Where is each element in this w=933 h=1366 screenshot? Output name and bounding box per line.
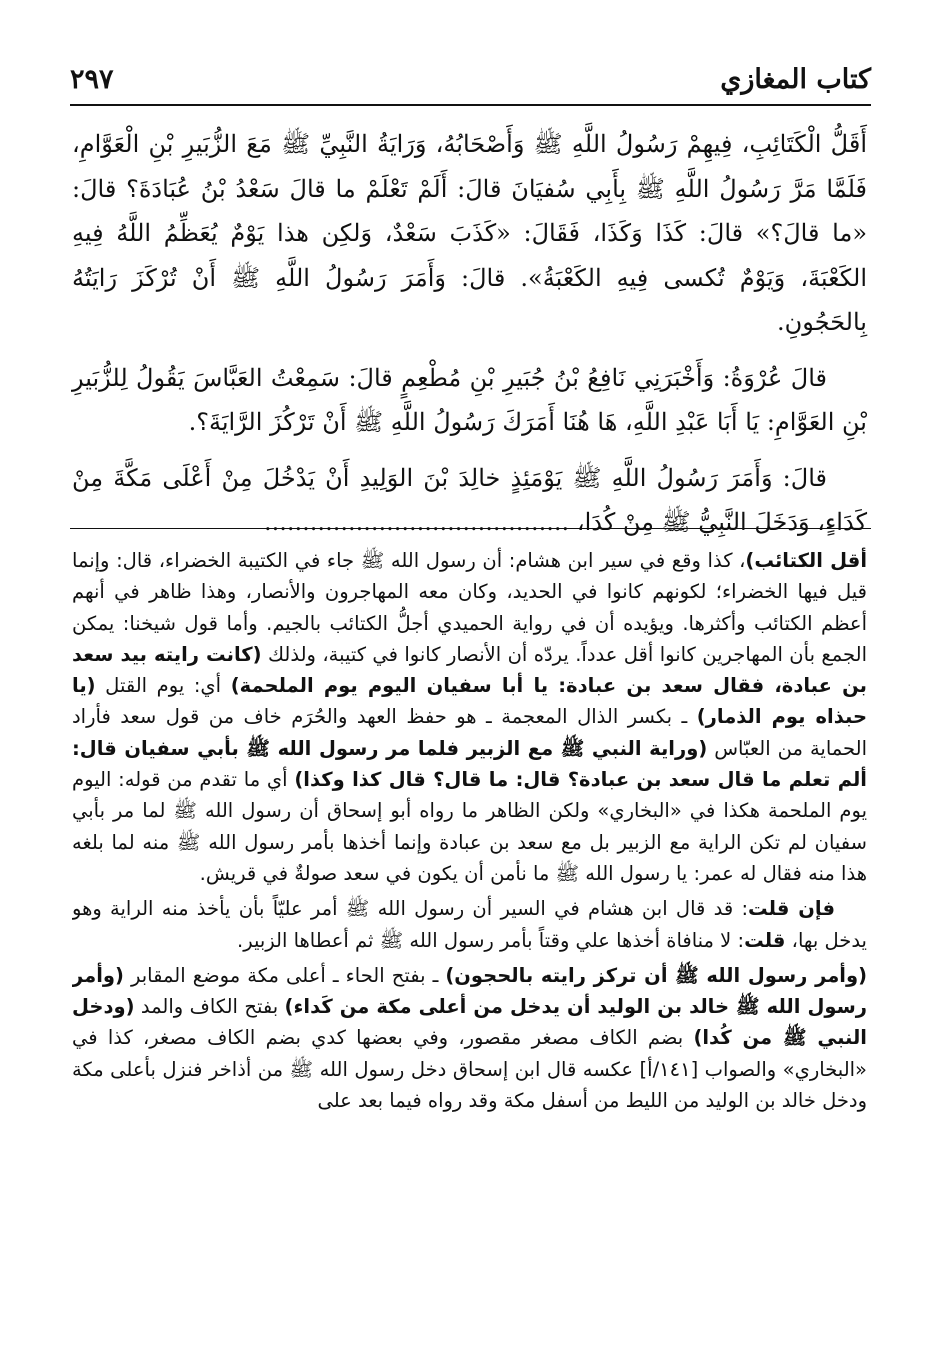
commentary-lemma: (وراية النبي ﷺ مع الزبير فلما مر رسول الله ﷺ بأبي سفيان قال: ألم تعلم ما قال سعد بن عبادة؟ قال: ما قال؟ قال كذا وكذا) <box>72 736 867 792</box>
commentary-text: بضم الكاف مصغر مقصور، وفي بعضها كدي بضم الكاف مصغر، كذا في «البخاري» والصواب [١٤١/أ] عكسه قال ابن إسحاق دخل رسول الله ﷺ من أذاخر فنزل بأعلى مكة ودخل خالد بن الوليد من الليط من أسفل مكة وقد رواه فيما بعد على <box>72 1026 867 1113</box>
commentary-lemma: (كانت رايته بيد سعد بن عبادة، فقال سعد بن عبادة: يا أبا سفيان اليوم يوم الملحمة) <box>72 642 867 698</box>
page-header <box>70 60 871 100</box>
main-paragraph-1: أَقَلُّ الْكَتَائِبِ، فِيهِمْ رَسُولُ اللَّهِ ﷺ وَأَصْحَابُهُ، وَرَايَةُ النَّبِيِّ ﷺ مَعَ الزُّبَيرِ بْنِ الْعَوَّامِ، فَلَمَّا مَرَّ رَسُولُ اللَّهِ ﷺ بِأَبِي سُفيَانَ قالَ: أَلَمْ تَعْلَمْ ما قالَ سَعْدُ بْنُ عُبَادَةَ؟ قالَ: «ما قالَ؟» قالَ: كَذَا وَكَذَا، فَقَالَ: «كَذَبَ سَعْدٌ، وَلكِن هذا يَوْمٌ يُعَظِّمُ اللَّهُ فِيهِ الكَعْبَةَ، وَيَوْمٌ تُكسى فِيهِ الكَعْبَةُ». قالَ: وَأَمَرَ رَسُولُ اللَّهِ ﷺ أَنْ تُرْكَزَ رَايَتُهُ بِالحَجُونِ. <box>72 130 867 336</box>
commentary-lemma: فإن قلت <box>748 897 835 921</box>
commentary-lemma: (ودخل النبي ﷺ من كُدا) <box>72 995 867 1050</box>
commentary-divider <box>70 528 871 529</box>
commentary-text: أي ما تقدم من قوله: اليوم يوم الملحمة هكذا في «البخاري» ولكن الظاهر ما رواه أبو إسحاق أن رسول الله ﷺ لما مر بأبي سفيان لم تكن الراية مع الزبير بل مع سعد بن عبادة وإنما أخذها بأمر رسول الله ﷺ منه لما بلغه هذا منه فقال له عمر: يا رسول الله ﷺ ما نأمن أن يكون في سعد صولةٌ في قريش. <box>72 768 867 885</box>
commentary-text: ـ بفتح الحاء ـ أعلى مكة موضع المقابر <box>123 963 446 987</box>
commentary-lemma: أقل الكتائب) <box>745 549 867 572</box>
page-title: كتاب المغازي <box>720 64 871 95</box>
commentary <box>72 545 867 1345</box>
commentary-text: أي: يوم القتل <box>95 674 231 698</box>
commentary-lemma: قلت <box>744 928 786 952</box>
commentary-text: ـ بكسر الذال المعجمة ـ هو حفظ العهد والحُرَم خاف من قول سعد فأراد الحماية من العبّاس <box>72 705 867 760</box>
commentary-lemma: (يا حبذاه يوم الذمار) <box>72 674 867 729</box>
commentary-lemma: (وأمر رسول الله ﷺ خالد بن الوليد أن يدخل من أعلى مكة من كَداء) <box>72 963 867 1019</box>
main-paragraph-2: قالَ عُرْوَةُ: وَأَخْبَرَنِي نَافِعُ بْنُ جُبَيرِ بْنِ مُطْعِمٍ قالَ: سَمِعْتُ العَبَّاسَ يَقُولُ لِلزُّبَيرِ بْنِ العَوَّامِ: يَا أَبَا عَبْدِ اللَّهِ، هَا هُنَا أَمَرَكَ رَسُولُ اللَّهِ ﷺ أَنْ تَرْكُزَ الرَّايَةَ؟. <box>72 363 867 436</box>
main-paragraph-3: قالَ: وَأَمَرَ رَسُولُ اللَّهِ ﷺ يَوْمَئِذٍ خالِدَ بْنَ الوَلِيدِ أَنْ يَدْخُلَ مِنْ أَعْلَى مَكَّةَ مِنْ كَدَاءٍ، وَدَخَلَ النَّبِيُّ ﷺ مِنْ كُدَا، ........................................ <box>72 463 867 536</box>
commentary-paragraph-3 <box>72 960 867 1116</box>
header-divider <box>70 104 871 106</box>
commentary-paragraph-1 <box>72 545 867 889</box>
commentary-paragraph-2 <box>72 893 867 956</box>
commentary-text: : قد قال ابن هشام في السير أن رسول الله ﷺ أمر عليّاً بأن يأخذ منه الراية وهو يدخل بها، <box>72 897 867 952</box>
commentary-text: : لا منافاة أخذها علي وقتاً بأمر رسول الله ﷺ ثم أعطاها الزبير. <box>237 928 745 952</box>
commentary-lemma: (وأمر رسول الله ﷺ أن تركز رايته بالحجون) <box>445 963 867 987</box>
commentary-text: بفتح الكاف والمد <box>134 995 285 1019</box>
commentary-text: ، كذا وقع في سير ابن هشام: أن رسول الله ﷺ جاء في الكتيبة الخضراء، قال: وإنما قيل فيها الخضراء؛ لكونهم كانوا في الحديد، وكان معه المهاجرون والأنصار، وهذا ظاهر في أنهم أعظم الكتائب وأكثرها. ويؤيده أن في رواية الحميدي أجلُّ الكتائب بالجيم. وأما قول شيخنا: يمكن الجمع بأن المهاجرين كانوا أقل عدداً. يردّه أن الأنصار كانوا في كتيبة، ولذلك <box>72 549 867 666</box>
main-text <box>72 122 867 545</box>
page-number: ٢٩٧ <box>70 64 114 95</box>
